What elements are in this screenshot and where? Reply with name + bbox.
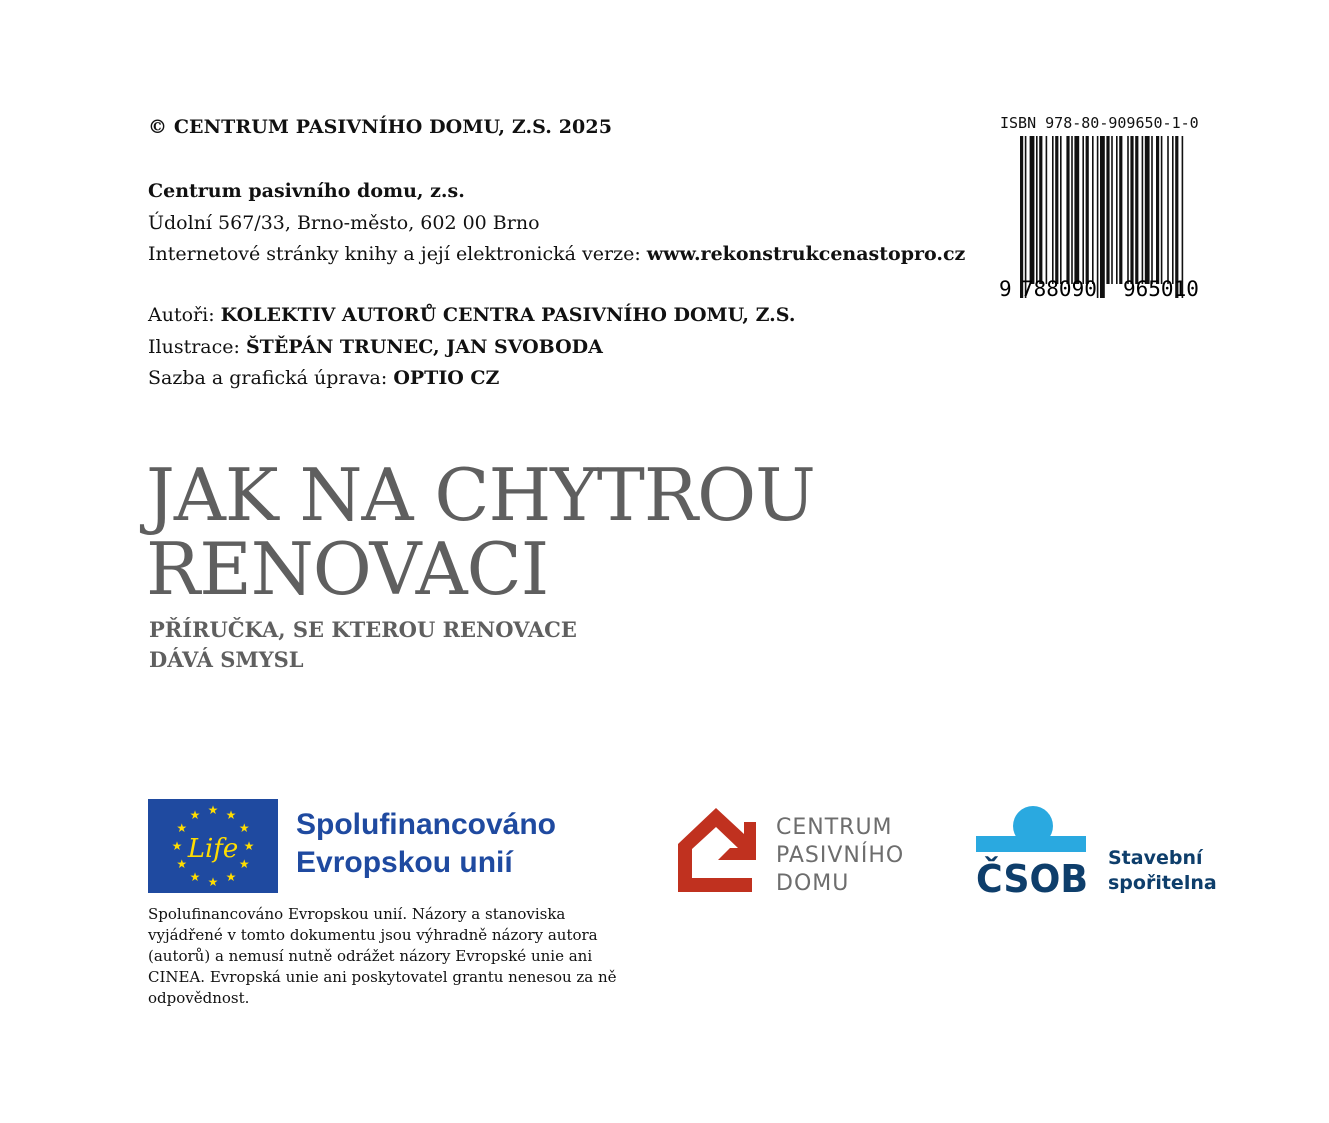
barcode-bar bbox=[1182, 136, 1184, 298]
illustration-value: ŠTĚPÁN TRUNEC, JAN SVOBODA bbox=[245, 335, 603, 358]
credit-illustration bbox=[148, 332, 795, 364]
csob-sub-line1: Stavební bbox=[1108, 847, 1203, 869]
barcode-icon bbox=[999, 136, 1224, 301]
eu-stars-icon bbox=[148, 799, 278, 893]
illustration-label: Ilustrace: bbox=[148, 335, 246, 358]
barcode-bar bbox=[1039, 136, 1042, 284]
barcode-bar bbox=[1052, 136, 1054, 284]
barcode-bar bbox=[1066, 136, 1069, 284]
barcode-bar bbox=[1071, 136, 1073, 284]
cpd-line2: PASIVNÍHO bbox=[776, 843, 905, 868]
barcode-bar bbox=[1130, 136, 1133, 284]
csob-wave-icon bbox=[976, 804, 1091, 896]
eu-cofinanced-title bbox=[296, 806, 556, 882]
authors-value: KOLEKTIV AUTORŮ CENTRA PASIVNÍHO DOMU, Z.S. bbox=[220, 304, 796, 326]
book-title bbox=[146, 453, 815, 611]
barcode-bar bbox=[1074, 136, 1079, 284]
web-label: Internetové stránky knihy a její elektronická verze: bbox=[148, 243, 647, 265]
eu-star-icon: ★ bbox=[176, 821, 188, 835]
barcode-digit-first: 9 bbox=[999, 277, 1012, 301]
barcode-bar bbox=[1156, 136, 1159, 284]
barcode-bar bbox=[1175, 136, 1178, 298]
csob-sub-line2: spořitelna bbox=[1108, 872, 1217, 894]
barcode-bar bbox=[1020, 136, 1023, 298]
credit-layout bbox=[148, 363, 795, 395]
barcode-digits-group2: 965010 bbox=[1123, 277, 1199, 301]
barcode-bar bbox=[1142, 136, 1144, 284]
layout-label: Sazba a grafická úprava: bbox=[148, 367, 394, 389]
barcode-bar bbox=[1119, 136, 1122, 284]
eu-life-flag bbox=[148, 799, 278, 893]
barcode-bar bbox=[1106, 136, 1109, 284]
barcode-bar bbox=[1046, 136, 1048, 284]
publisher-address: Údolní 567/33, Brno-město, 602 00 Brno bbox=[148, 211, 540, 234]
layout-value: OPTIO CZ bbox=[393, 367, 500, 389]
cpd-line3: DOMU bbox=[776, 871, 850, 896]
copyright-line: © CENTRUM PASIVNÍHO DOMU, Z.S. 2025 bbox=[148, 116, 613, 138]
barcode-bar bbox=[1060, 136, 1062, 284]
book-subtitle-line2: DÁVÁ SMYSL bbox=[149, 647, 304, 672]
eu-star-icon: ★ bbox=[225, 870, 237, 885]
authors-label: Autoři: bbox=[148, 304, 221, 326]
barcode-bar bbox=[1086, 136, 1089, 284]
barcode-bar bbox=[1030, 136, 1035, 284]
eu-star-icon: ★ bbox=[176, 857, 188, 871]
eu-star-icon: ★ bbox=[207, 803, 219, 817]
isbn-barcode bbox=[999, 136, 1224, 305]
house-arrow-icon bbox=[678, 808, 756, 894]
cpd-line1: CENTRUM bbox=[776, 815, 893, 840]
barcode-bar bbox=[1025, 136, 1027, 298]
cpd-wordmark bbox=[776, 814, 904, 898]
eu-star-icon: ★ bbox=[243, 839, 255, 853]
eu-title-line1: Spolufinancováno bbox=[296, 808, 557, 841]
barcode-bar bbox=[1172, 136, 1174, 284]
book-subtitle-line1: PŘÍRUČKA, SE KTEROU RENOVACE bbox=[149, 617, 577, 642]
web-url-link[interactable]: www.rekonstrukcenastopro.cz bbox=[646, 243, 966, 265]
barcode-bar bbox=[1151, 136, 1153, 284]
csob-wordmark: ČSOB bbox=[976, 857, 1088, 896]
barcode-bar bbox=[1116, 136, 1118, 284]
eu-star-icon: ★ bbox=[189, 870, 201, 885]
publisher-name: Centrum pasivního domu, z.s. bbox=[148, 180, 465, 202]
barcode-bar bbox=[1167, 136, 1169, 284]
barcode-bar bbox=[1135, 136, 1138, 284]
book-title-line1: JAK NA CHYTROU bbox=[146, 453, 815, 537]
isbn-label: ISBN 978-80-909650-1-0 bbox=[1000, 114, 1199, 132]
eu-star-icon: ★ bbox=[207, 875, 219, 889]
barcode-bar bbox=[1036, 136, 1038, 284]
barcode-bar bbox=[1100, 136, 1105, 298]
barcode-bar bbox=[1161, 136, 1163, 284]
csob-subtitle bbox=[1108, 846, 1217, 896]
eu-star-icon: ★ bbox=[171, 839, 183, 853]
credit-authors bbox=[148, 300, 795, 332]
eu-star-icon: ★ bbox=[225, 807, 237, 822]
barcode-bar bbox=[1092, 136, 1094, 284]
life-wordmark: Life bbox=[187, 834, 239, 864]
credits-block bbox=[148, 300, 795, 395]
eu-disclaimer: Spolufinancováno Evropskou unií. Názory a stanoviska vyjádřené v tomto dokumentu jsou výhradně názory autora (autorů) a nemusí nutně odrážet názory Evropské unie ani CINEA. Evropská unie ani poskytovatel grantu nenesou za ně odpovědnost. bbox=[148, 905, 617, 1007]
barcode-bar bbox=[1145, 136, 1150, 284]
book-subtitle bbox=[149, 615, 577, 675]
barcode-bar bbox=[1097, 136, 1099, 298]
eu-star-icon: ★ bbox=[238, 857, 250, 871]
barcode-digits-group1: 788090 bbox=[1021, 277, 1097, 301]
cpd-house-logo bbox=[678, 808, 756, 898]
eu-title-line2: Evropskou unií bbox=[296, 846, 513, 879]
eu-star-icon: ★ bbox=[189, 807, 201, 822]
csob-logo bbox=[976, 804, 1091, 900]
barcode-bar bbox=[1082, 136, 1084, 284]
barcode-bar bbox=[1127, 136, 1129, 284]
book-title-line2: RENOVACI bbox=[146, 527, 549, 611]
barcode-bar bbox=[1111, 136, 1113, 284]
publisher-web bbox=[148, 239, 965, 271]
barcode-bar bbox=[1055, 136, 1058, 284]
publisher-block bbox=[148, 176, 965, 271]
eu-star-icon: ★ bbox=[238, 821, 250, 835]
